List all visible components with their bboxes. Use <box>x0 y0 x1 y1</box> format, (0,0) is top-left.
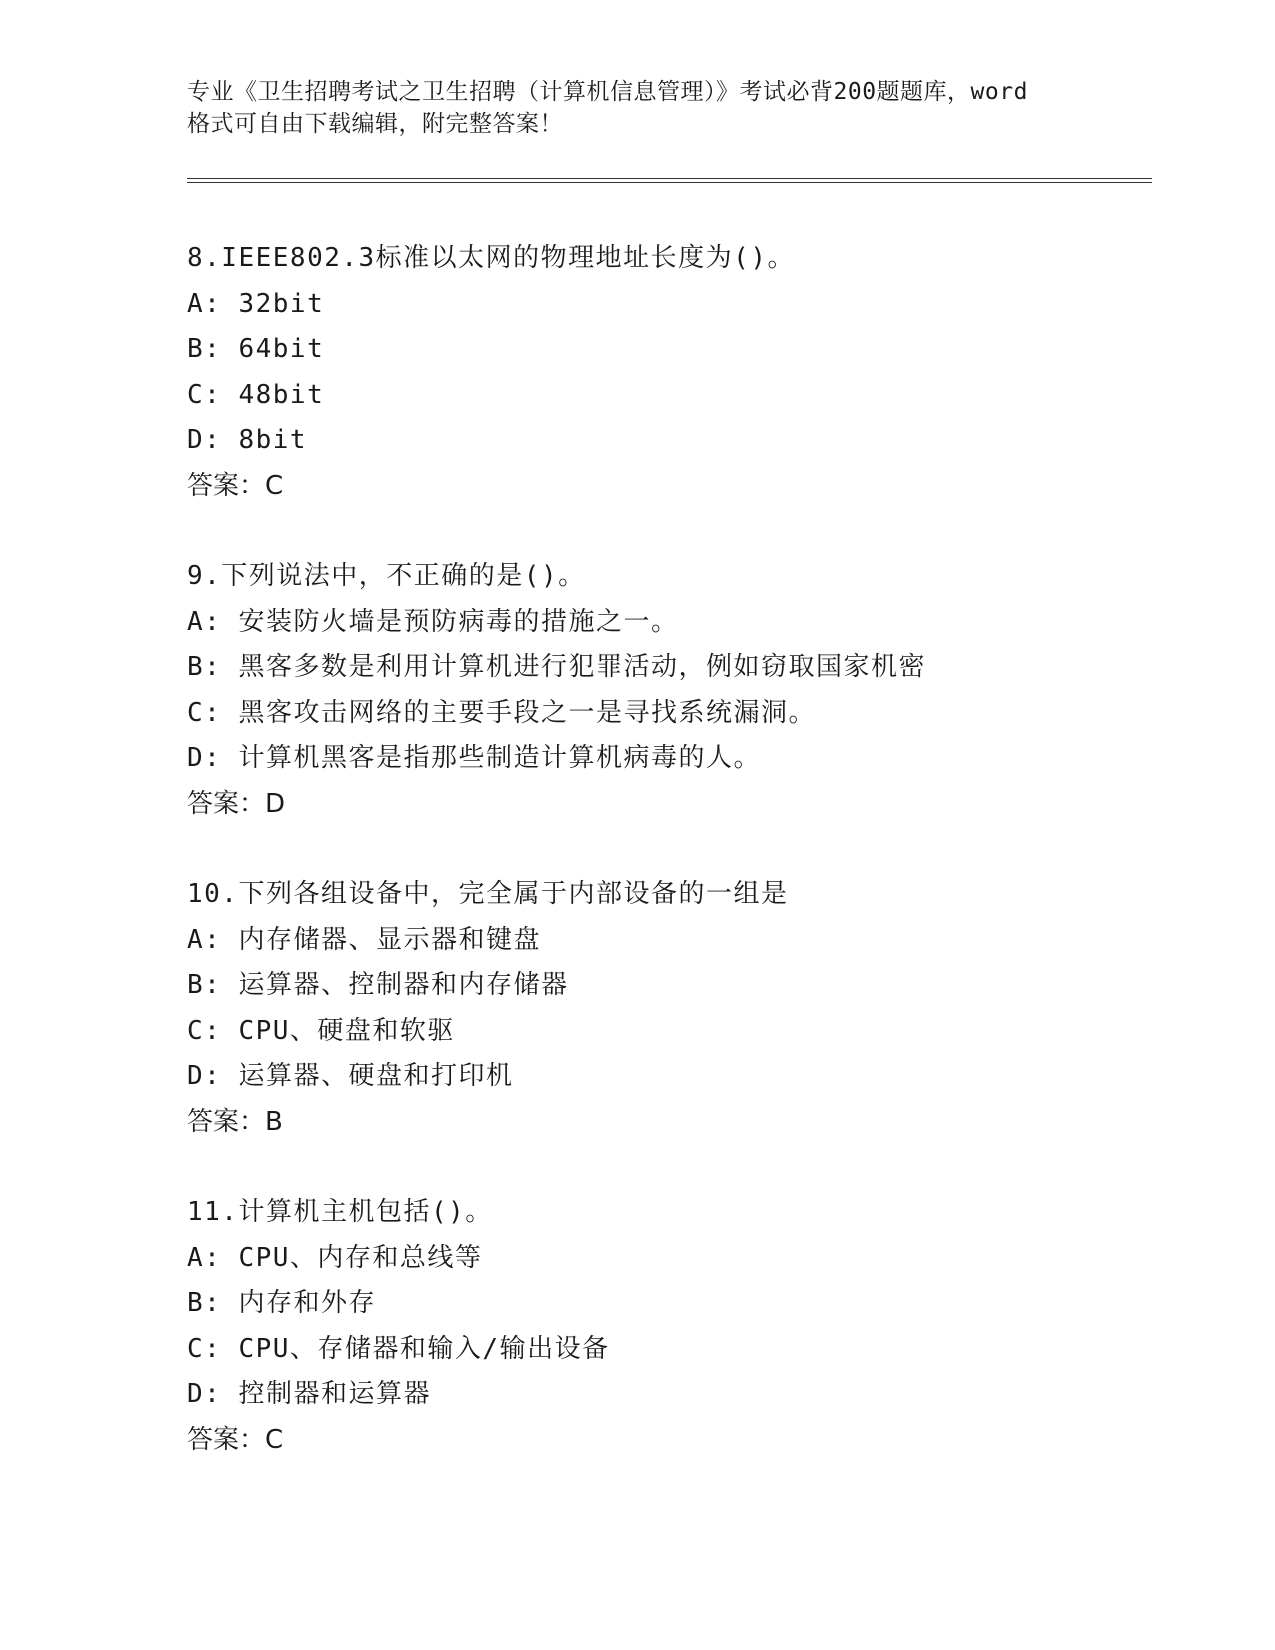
answer-line: 答案：C <box>187 1424 284 1455</box>
option-d: D: 运算器、硬盘和打印机 <box>187 1061 514 1091</box>
option-c: C: CPU、存储器和输入/输出设备 <box>187 1333 610 1364</box>
option-b: B: 黑客多数是利用计算机进行犯罪活动，例如窃取国家机密 <box>187 652 926 682</box>
option-a: A: 32bit <box>187 288 325 319</box>
question-list <box>187 236 1107 1508</box>
option-d: D: 8bit <box>187 425 308 455</box>
option-b: B: 64bit <box>187 334 325 364</box>
option-d: D: 控制器和运算器 <box>187 1379 431 1409</box>
option-d: D: 计算机黑客是指那些制造计算机病毒的人。 <box>187 743 761 773</box>
question-stem: 10.下列各组设备中，完全属于内部设备的一组是 <box>187 879 789 909</box>
header-line-2: 格式可自由下载编辑，附完整答案！ <box>187 111 563 137</box>
question-8 <box>187 236 1107 509</box>
option-b: B: 运算器、控制器和内存储器 <box>187 970 569 1000</box>
question-11 <box>187 1190 1107 1463</box>
answer-line: 答案：B <box>187 1106 283 1137</box>
question-stem: 11.计算机主机包括()。 <box>187 1197 493 1227</box>
question-stem: 9.下列说法中，不正确的是()。 <box>187 561 586 591</box>
question-9 <box>187 554 1107 827</box>
option-c: C: 黑客攻击网络的主要手段之一是寻找系统漏洞。 <box>187 697 816 728</box>
option-c: C: 48bit <box>187 379 325 410</box>
answer-line: 答案：C <box>187 470 284 501</box>
option-b: B: 内存和外存 <box>187 1288 376 1318</box>
option-a: A: 内存储器、显示器和键盘 <box>187 924 541 955</box>
answer-line: 答案：D <box>187 788 286 819</box>
question-10 <box>187 872 1107 1145</box>
header-line-1: 专业《卫生招聘考试之卫生招聘（计算机信息管理）》考试必背200题题库，word <box>187 79 1028 105</box>
question-stem: 8.IEEE802.3标准以太网的物理地址长度为()。 <box>187 243 795 273</box>
header-divider <box>187 178 1152 183</box>
option-a: A: CPU、内存和总线等 <box>187 1242 483 1273</box>
option-c: C: CPU、硬盘和软驱 <box>187 1015 455 1046</box>
option-a: A: 安装防火墙是预防病毒的措施之一。 <box>187 606 679 637</box>
document-header <box>187 76 1087 140</box>
